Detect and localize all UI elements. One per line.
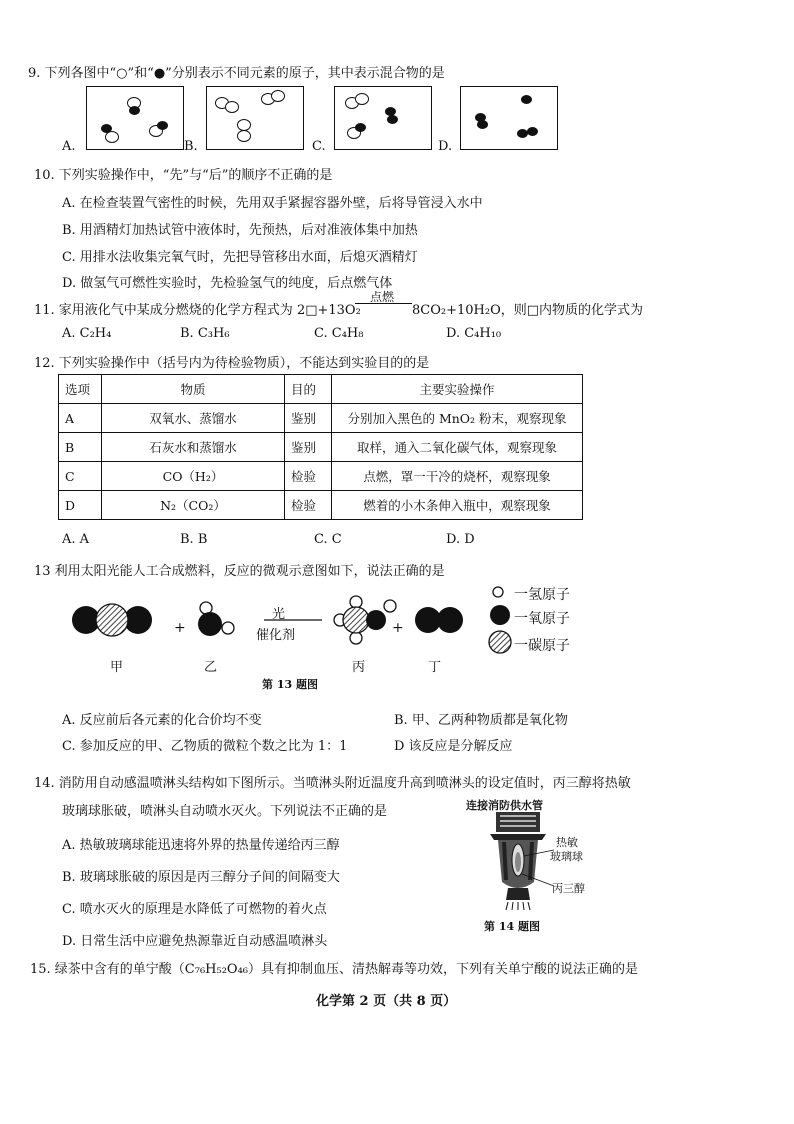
q9-box-a [86, 86, 184, 150]
q14-stem-line2: 玻璃球胀破，喷淋头自动喷水灭火。下列说法不正确的是 [62, 804, 388, 819]
q9-stem: 9. 下列各图中“○”和“●”分别表示不同元素的原子，其中表示混合物的是 [28, 66, 445, 81]
table-cell: 鉴别 [285, 433, 332, 462]
q12-opt-d: D. D [446, 532, 475, 547]
hydrogen-atom-icon [225, 101, 239, 113]
legend-carbon-icon [489, 631, 511, 653]
q11-stem-b: 8CO₂+10H₂O，则□内物质的化学式为 [412, 303, 644, 318]
q9-opt-b: B. [184, 139, 198, 154]
table-cell: 石灰水和蒸馏水 [102, 433, 285, 462]
oxygen-atom-icon [521, 95, 532, 104]
hydrogen-atom-icon [237, 130, 251, 142]
table-header: 主要实验操作 [332, 375, 583, 404]
q14-opt-b: B. 玻璃球胀破的原因是丙三醇分子间的间隔变大 [62, 870, 340, 885]
q14-fig-label-glycerol: 丙三醇 [552, 882, 585, 895]
table-cell: 燃着的小木条伸入瓶中，观察现象 [332, 491, 583, 520]
table-cell: CO（H₂） [102, 462, 285, 491]
q12-opt-b: B. B [180, 532, 208, 547]
q13-opt-c: C. 参加反应的甲、乙物质的微粒个数之比为 1：1 [62, 739, 348, 754]
q14-caption: 第 14 题图 [484, 920, 540, 933]
q10-opt-b: B. 用酒精灯加热试管中液体时，先预热，后对准液体集中加热 [62, 223, 418, 238]
q11-stem-a: 11. 家用液化气中某成分燃烧的化学方程式为 2□+13O₂ [34, 303, 361, 318]
q9-opt-c: C. [312, 139, 326, 154]
table-cell: 检验 [285, 462, 332, 491]
table-row [59, 433, 583, 462]
table-cell: A [59, 404, 102, 433]
oxygen-atom-icon [527, 127, 538, 136]
oxygen-atom-icon [129, 106, 140, 115]
oxygen-atom-icon [355, 123, 366, 132]
q13-stem: 13 利用太阳光能人工合成燃料，反应的微观示意图如下，说法正确的是 [34, 564, 445, 579]
q10-stem: 10. 下列实验操作中，“先”与“后”的顺序不正确的是 [34, 168, 333, 183]
q11-reaction-line [355, 303, 412, 304]
q11-opt-d: D. C₄H₁₀ [446, 326, 502, 341]
q14-fig-label-bulb-2: 玻璃球 [550, 850, 583, 863]
q9-opt-a: A. [62, 139, 76, 154]
table-header: 选项 [59, 375, 102, 404]
q13-opt-b: B. 甲、乙两种物质都是氧化物 [394, 713, 568, 728]
q12-opt-a: A. A [62, 532, 90, 547]
q14-opt-d: D. 日常生活中应避免热源靠近自动感温喷淋头 [62, 934, 328, 949]
oxygen-atom-icon [477, 120, 488, 129]
q9-opt-d: D. [438, 139, 453, 154]
q11-opt-b: B. C₃H₆ [180, 326, 230, 341]
hydrogen-atom-icon [355, 93, 369, 105]
plus-sign: + [174, 620, 186, 636]
legend-carbon: 一碳原子 [514, 638, 570, 654]
table-cell: 分别加入黑色的 MnO₂ 粉末，观察现象 [332, 404, 583, 433]
q14-opt-a: A. 热敏玻璃球能迅速将外界的热量传递给丙三醇 [62, 838, 340, 853]
q12-opt-c: C. C [314, 532, 342, 547]
table-row [59, 462, 583, 491]
table-cell: N₂（CO₂） [102, 491, 285, 520]
table-cell: 检验 [285, 491, 332, 520]
q9-box-b [206, 86, 304, 150]
plus-sign: + [392, 620, 404, 636]
page-footer: 化学第 2 页（共 8 页） [316, 994, 457, 1009]
q12-stem: 12. 下列实验操作中（括号内为待检验物质），不能达到实验目的的是 [34, 356, 430, 371]
q11-condition: 点燃 [370, 290, 395, 304]
q9-box-d [460, 86, 558, 150]
table-cell: C [59, 462, 102, 491]
q12-table [58, 374, 583, 520]
table-cell: B [59, 433, 102, 462]
q11-opt-a: A. C₂H₄ [62, 326, 112, 341]
legend-oxygen-icon [490, 605, 510, 625]
q9-box-c [334, 86, 432, 150]
q14-opt-c: C. 喷水灭火的原理是水降低了可燃物的着火点 [62, 902, 327, 917]
label-yi: 乙 [204, 660, 218, 675]
arrow-top-label: 光 [272, 607, 286, 622]
q14-fig-top-label: 连接消防供水管 [466, 799, 543, 812]
sprinkler-head-icon [478, 810, 558, 914]
table-row [59, 491, 583, 520]
label-jia: 甲 [110, 660, 124, 675]
q15-stem: 15. 绿茶中含有的单宁酸（C₇₆H₅₂O₄₆）具有抑制血压、清热解毒等功效，下列有关单宁酸的说法正确的是 [30, 962, 639, 977]
hydrogen-atom-icon [105, 131, 119, 143]
q10-opt-d: D. 做氢气可燃性实验时，先检验氢气的纯度，后点燃气体 [62, 276, 393, 291]
table-cell: 取样，通入二氧化碳气体，观察现象 [332, 433, 583, 462]
table-cell: 点燃，罩一干冷的烧杯，观察现象 [332, 462, 583, 491]
table-row [59, 404, 583, 433]
q10-opt-c: C. 用排水法收集完氧气时，先把导管移出水面，后熄灭酒精灯 [62, 250, 418, 265]
table-cell: D [59, 491, 102, 520]
table-header: 物质 [102, 375, 285, 404]
legend-oxygen: 一氧原子 [514, 611, 570, 627]
q14-stem-line1: 14. 消防用自动感温喷淋头结构如下图所示。当喷淋头附近温度升高到喷淋头的设定值时，丙三醇将热敏 [34, 776, 631, 791]
hydrogen-atom-icon [271, 90, 285, 102]
table-cell: 鉴别 [285, 404, 332, 433]
table-cell: 双氧水、蒸馏水 [102, 404, 285, 433]
table-header: 目的 [285, 375, 332, 404]
oxygen-atom-icon [387, 115, 398, 124]
legend-hydrogen: 一氢原子 [514, 587, 570, 603]
label-bing: 丙 [352, 660, 366, 675]
oxygen-atom-icon [157, 121, 168, 130]
q13-caption: 第 13 题图 [262, 678, 318, 691]
molecule-bing-icon [334, 596, 396, 644]
q13-opt-a: A. 反应前后各元素的化合价均不变 [62, 713, 262, 728]
q10-opt-a: A. 在检查装置气密性的时候，先用双手紧握容器外壁，后将导管浸入水中 [62, 196, 483, 211]
arrow-bottom-label: 催化剂 [256, 628, 296, 643]
label-ding: 丁 [428, 660, 442, 675]
q14-fig-label-bulb-1: 热敏 [556, 836, 578, 849]
molecule-yi-icon [198, 602, 234, 636]
q13-opt-d: D 该反应是分解反应 [394, 739, 513, 754]
molecule-jia-icon [72, 604, 152, 636]
table-header-row [59, 375, 583, 404]
legend-hydrogen-icon [493, 587, 503, 597]
molecule-ding-icon [415, 607, 463, 633]
q11-opt-c: C. C₄H₈ [314, 326, 364, 341]
